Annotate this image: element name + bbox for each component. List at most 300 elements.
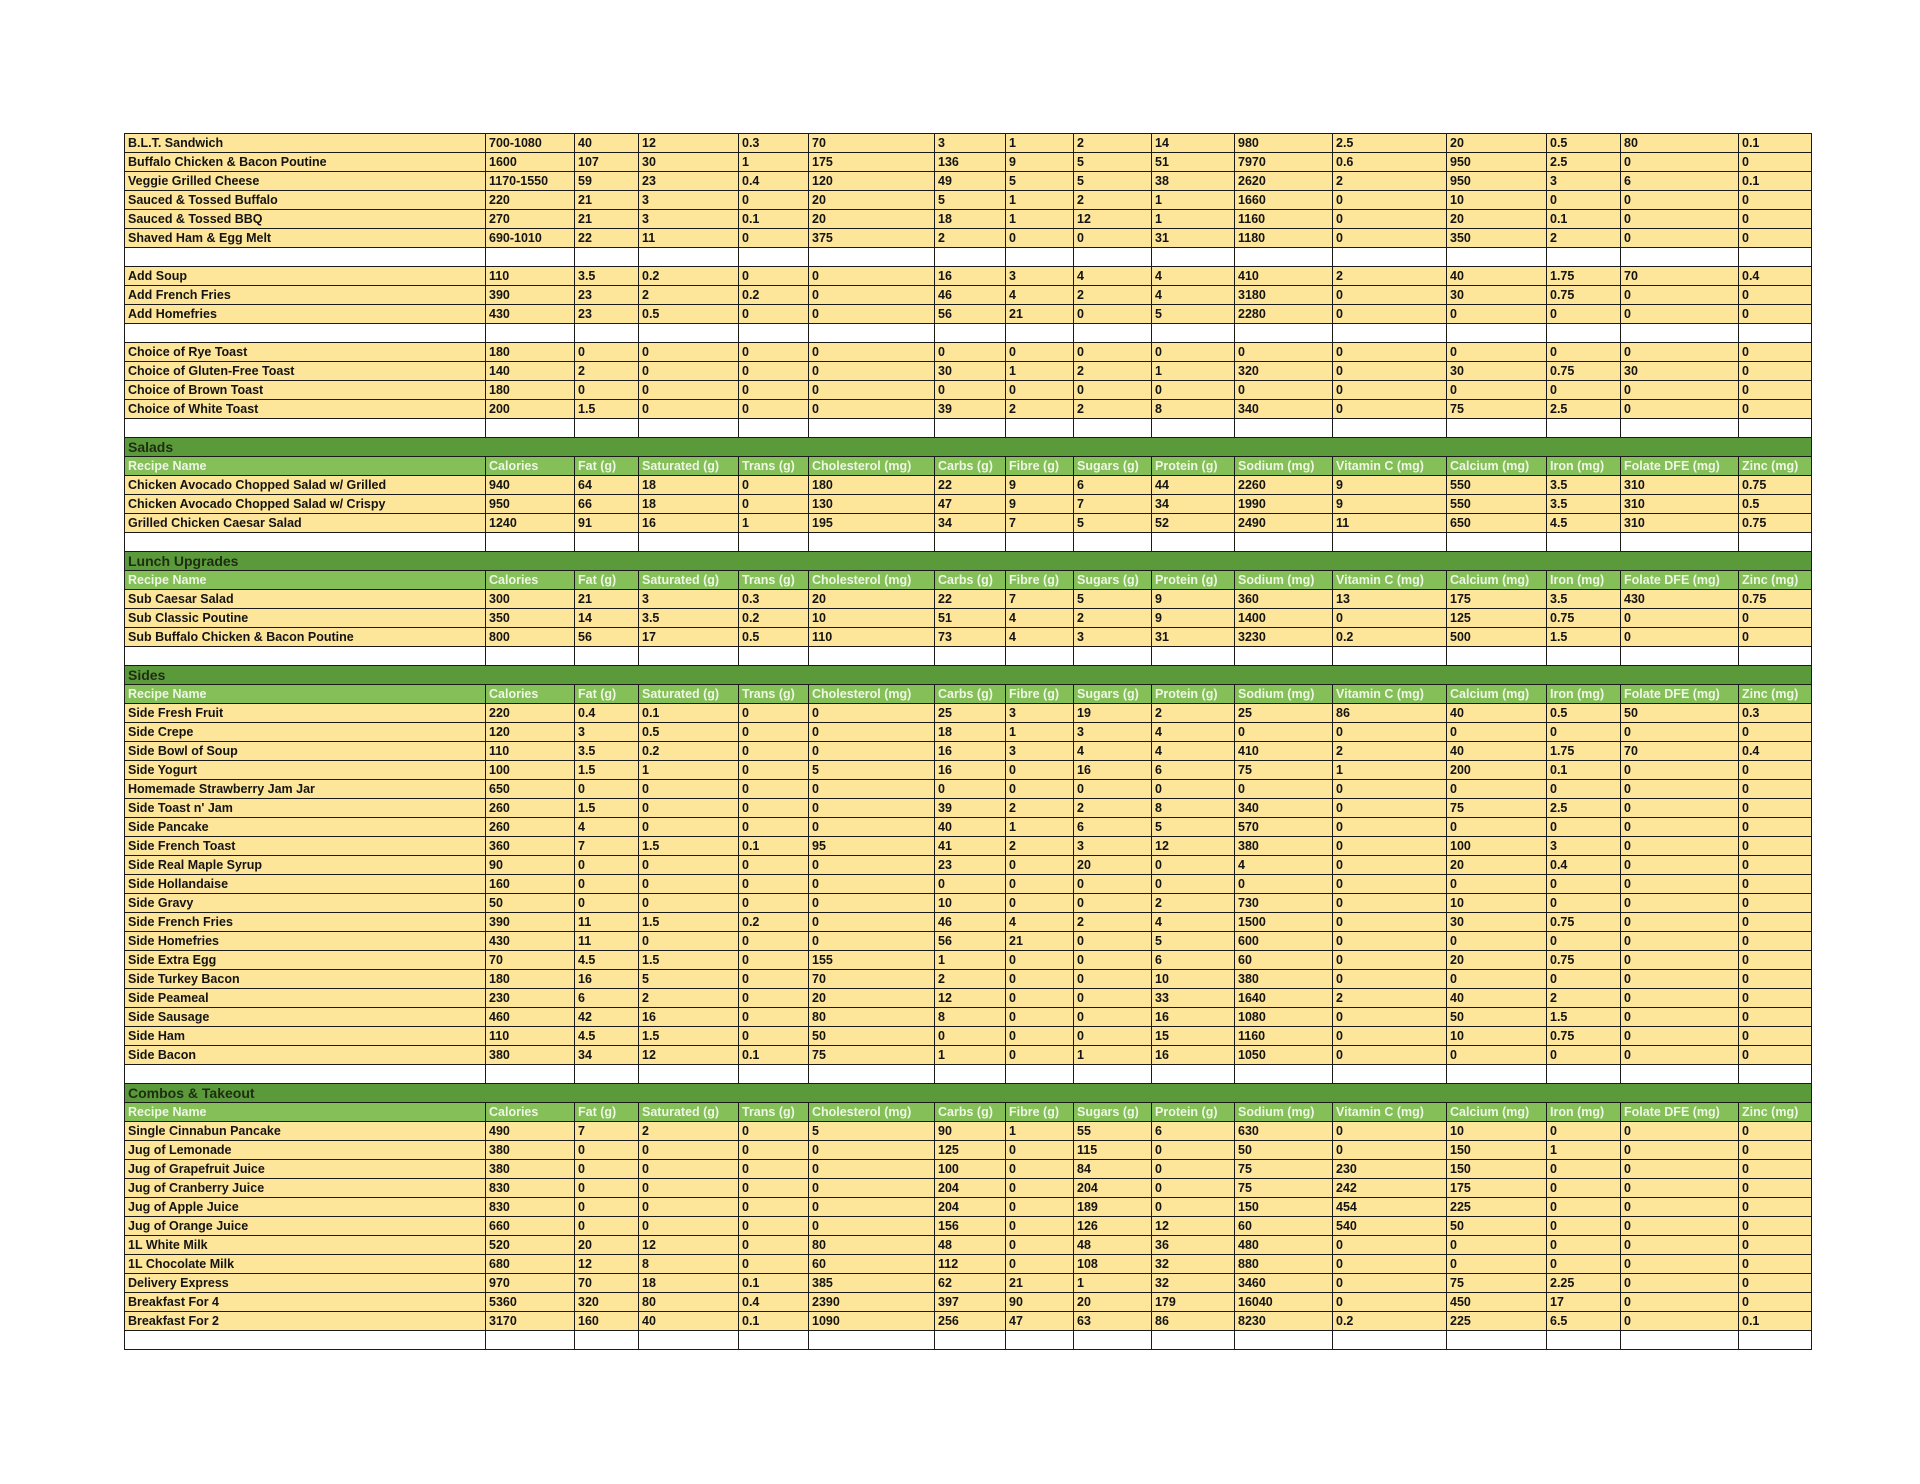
value-cell: 630 xyxy=(1235,1122,1333,1141)
column-header: Fibre (g) xyxy=(1006,457,1074,476)
table-row xyxy=(125,267,1812,286)
value-cell: 0 xyxy=(1547,1217,1621,1236)
value-cell: 0 xyxy=(1739,1255,1812,1274)
empty-cell xyxy=(1447,419,1547,438)
value-cell: 0 xyxy=(1333,1122,1447,1141)
value-cell: 0 xyxy=(575,1198,639,1217)
value-cell: 25 xyxy=(935,704,1006,723)
value-cell: 0 xyxy=(1074,932,1152,951)
value-cell: 0 xyxy=(1547,1160,1621,1179)
value-cell: 70 xyxy=(809,970,935,989)
empty-cell xyxy=(1547,647,1621,666)
value-cell: 32 xyxy=(1152,1274,1235,1293)
column-header: Vitamin C (mg) xyxy=(1333,571,1447,590)
table-row xyxy=(125,476,1812,495)
value-cell: 0 xyxy=(809,704,935,723)
value-cell: 18 xyxy=(639,495,739,514)
value-cell: 2 xyxy=(639,989,739,1008)
value-cell: 0 xyxy=(1621,1179,1739,1198)
value-cell: 6 xyxy=(1074,818,1152,837)
value-cell: 0 xyxy=(575,1141,639,1160)
value-cell: 0.75 xyxy=(1547,362,1621,381)
value-cell: 0 xyxy=(1621,1122,1739,1141)
column-header: Recipe Name xyxy=(125,1103,486,1122)
value-cell: 2 xyxy=(1333,989,1447,1008)
value-cell: 0.75 xyxy=(1547,609,1621,628)
value-cell: 0 xyxy=(1621,970,1739,989)
column-header: Calcium (mg) xyxy=(1447,571,1547,590)
column-header: Cholesterol (mg) xyxy=(809,1103,935,1122)
value-cell: 0 xyxy=(1739,989,1812,1008)
recipe-name-cell: Side Toast n' Jam xyxy=(125,799,486,818)
value-cell: 0 xyxy=(1739,913,1812,932)
value-cell: 12 xyxy=(1074,210,1152,229)
empty-cell xyxy=(1739,533,1812,552)
value-cell: 36 xyxy=(1152,1236,1235,1255)
value-cell: 0.75 xyxy=(1547,1027,1621,1046)
recipe-name-cell: Side Crepe xyxy=(125,723,486,742)
value-cell: 0 xyxy=(739,1179,809,1198)
value-cell: 0 xyxy=(1235,343,1333,362)
value-cell: 0 xyxy=(1547,818,1621,837)
value-cell: 0 xyxy=(1621,229,1739,248)
table-row xyxy=(125,1027,1812,1046)
value-cell: 0 xyxy=(1621,932,1739,951)
table-row xyxy=(125,495,1812,514)
value-cell: 0 xyxy=(935,381,1006,400)
value-cell: 50 xyxy=(486,894,575,913)
value-cell: 0 xyxy=(809,723,935,742)
value-cell: 18 xyxy=(935,210,1006,229)
section-title: Combos & Takeout xyxy=(125,1084,1812,1103)
column-header: Cholesterol (mg) xyxy=(809,571,935,590)
value-cell: 1.5 xyxy=(639,951,739,970)
value-cell: 4 xyxy=(1152,286,1235,305)
value-cell: 41 xyxy=(935,837,1006,856)
value-cell: 0 xyxy=(1447,343,1547,362)
value-cell: 0.4 xyxy=(1547,856,1621,875)
table-row xyxy=(125,799,1812,818)
value-cell: 2 xyxy=(1074,400,1152,419)
value-cell: 70 xyxy=(1621,742,1739,761)
value-cell: 23 xyxy=(575,305,639,324)
value-cell: 0 xyxy=(1235,381,1333,400)
column-header: Fat (g) xyxy=(575,1103,639,1122)
value-cell: 0 xyxy=(739,267,809,286)
value-cell: 32 xyxy=(1152,1255,1235,1274)
value-cell: 0 xyxy=(1621,723,1739,742)
column-header: Protein (g) xyxy=(1152,571,1235,590)
recipe-name-cell: Chicken Avocado Chopped Salad w/ Crispy xyxy=(125,495,486,514)
value-cell: 1.75 xyxy=(1547,742,1621,761)
value-cell: 2 xyxy=(1074,286,1152,305)
value-cell: 8 xyxy=(1152,799,1235,818)
empty-cell xyxy=(639,1065,739,1084)
value-cell: 0 xyxy=(1152,1160,1235,1179)
value-cell: 4 xyxy=(1006,609,1074,628)
value-cell: 940 xyxy=(486,476,575,495)
value-cell: 34 xyxy=(1152,495,1235,514)
recipe-name-cell: Side Gravy xyxy=(125,894,486,913)
empty-cell xyxy=(1547,419,1621,438)
value-cell: 2.25 xyxy=(1547,1274,1621,1293)
empty-cell xyxy=(1739,248,1812,267)
recipe-name-cell: Side Real Maple Syrup xyxy=(125,856,486,875)
table-row xyxy=(125,1236,1812,1255)
value-cell: 50 xyxy=(1235,1141,1333,1160)
column-header: Sugars (g) xyxy=(1074,685,1152,704)
empty-cell xyxy=(935,419,1006,438)
value-cell: 175 xyxy=(1447,1179,1547,1198)
value-cell: 0.2 xyxy=(739,286,809,305)
spacer-row xyxy=(125,647,1812,666)
value-cell: 0 xyxy=(639,856,739,875)
empty-cell xyxy=(1621,248,1739,267)
value-cell: 230 xyxy=(1333,1160,1447,1179)
table-row xyxy=(125,837,1812,856)
column-header: Sodium (mg) xyxy=(1235,571,1333,590)
value-cell: 0 xyxy=(1074,970,1152,989)
value-cell: 1.5 xyxy=(639,913,739,932)
value-cell: 16 xyxy=(1152,1046,1235,1065)
value-cell: 40 xyxy=(1447,267,1547,286)
value-cell: 12 xyxy=(639,1046,739,1065)
value-cell: 20 xyxy=(1447,856,1547,875)
value-cell: 34 xyxy=(935,514,1006,533)
value-cell: 0 xyxy=(1333,1141,1447,1160)
value-cell: 0 xyxy=(1621,1312,1739,1331)
table-row xyxy=(125,1293,1812,1312)
value-cell: 0 xyxy=(1621,1046,1739,1065)
empty-cell xyxy=(1152,324,1235,343)
column-header: Vitamin C (mg) xyxy=(1333,685,1447,704)
value-cell: 1640 xyxy=(1235,989,1333,1008)
value-cell: 0 xyxy=(809,400,935,419)
value-cell: 0 xyxy=(1621,780,1739,799)
empty-cell xyxy=(639,324,739,343)
value-cell: 375 xyxy=(809,229,935,248)
value-cell: 11 xyxy=(1333,514,1447,533)
value-cell: 3230 xyxy=(1235,628,1333,647)
value-cell: 0 xyxy=(1739,894,1812,913)
value-cell: 8 xyxy=(639,1255,739,1274)
value-cell: 2 xyxy=(1074,134,1152,153)
empty-cell xyxy=(1621,533,1739,552)
value-cell: 0.75 xyxy=(1547,286,1621,305)
value-cell: 0 xyxy=(1547,191,1621,210)
value-cell: 0 xyxy=(1074,780,1152,799)
value-cell: 0 xyxy=(1621,1198,1739,1217)
value-cell: 0 xyxy=(639,381,739,400)
value-cell: 0 xyxy=(1547,1236,1621,1255)
value-cell: 0.5 xyxy=(639,723,739,742)
empty-cell xyxy=(1547,324,1621,343)
table-row xyxy=(125,1312,1812,1331)
value-cell: 3 xyxy=(1547,172,1621,191)
column-header-row xyxy=(125,1103,1812,1122)
column-header: Zinc (mg) xyxy=(1739,571,1812,590)
column-header: Trans (g) xyxy=(739,571,809,590)
value-cell: 95 xyxy=(809,837,935,856)
value-cell: 0 xyxy=(575,875,639,894)
column-header: Vitamin C (mg) xyxy=(1333,457,1447,476)
recipe-name-cell: Sauced & Tossed BBQ xyxy=(125,210,486,229)
column-header: Sodium (mg) xyxy=(1235,457,1333,476)
recipe-name-cell: Side Homefries xyxy=(125,932,486,951)
empty-cell xyxy=(1333,419,1447,438)
value-cell: 4.5 xyxy=(1547,514,1621,533)
table-row xyxy=(125,951,1812,970)
spacer-row xyxy=(125,533,1812,552)
value-cell: 0.75 xyxy=(1739,476,1812,495)
value-cell: 0 xyxy=(739,343,809,362)
value-cell: 12 xyxy=(935,989,1006,1008)
value-cell: 0 xyxy=(1006,989,1074,1008)
value-cell: 2 xyxy=(1333,267,1447,286)
column-header: Folate DFE (mg) xyxy=(1621,1103,1739,1122)
value-cell: 75 xyxy=(1235,761,1333,780)
value-cell: 0 xyxy=(1447,875,1547,894)
value-cell: 75 xyxy=(1235,1160,1333,1179)
value-cell: 175 xyxy=(1447,590,1547,609)
value-cell: 340 xyxy=(1235,799,1333,818)
value-cell: 0.5 xyxy=(1739,495,1812,514)
value-cell: 0 xyxy=(1333,381,1447,400)
value-cell: 10 xyxy=(1447,894,1547,913)
value-cell: 0 xyxy=(1739,780,1812,799)
empty-cell xyxy=(125,248,486,267)
value-cell: 1 xyxy=(935,951,1006,970)
value-cell: 9 xyxy=(1152,609,1235,628)
column-header: Fibre (g) xyxy=(1006,685,1074,704)
value-cell: 4 xyxy=(1152,267,1235,286)
column-header: Fat (g) xyxy=(575,571,639,590)
value-cell: 30 xyxy=(1447,913,1547,932)
value-cell: 3180 xyxy=(1235,286,1333,305)
value-cell: 320 xyxy=(1235,362,1333,381)
value-cell: 390 xyxy=(486,286,575,305)
empty-cell xyxy=(1739,1065,1812,1084)
empty-cell xyxy=(1152,419,1235,438)
empty-cell xyxy=(1074,1065,1152,1084)
value-cell: 380 xyxy=(486,1160,575,1179)
value-cell: 204 xyxy=(1074,1179,1152,1198)
table-row xyxy=(125,1198,1812,1217)
value-cell: 5 xyxy=(935,191,1006,210)
value-cell: 204 xyxy=(935,1198,1006,1217)
table-row xyxy=(125,286,1812,305)
value-cell: 0 xyxy=(739,989,809,1008)
value-cell: 110 xyxy=(486,267,575,286)
recipe-name-cell: Add Soup xyxy=(125,267,486,286)
value-cell: 0.2 xyxy=(639,742,739,761)
value-cell: 260 xyxy=(486,799,575,818)
value-cell: 1090 xyxy=(809,1312,935,1331)
value-cell: 360 xyxy=(486,837,575,856)
value-cell: 0 xyxy=(809,913,935,932)
empty-cell xyxy=(1739,324,1812,343)
value-cell: 16 xyxy=(935,267,1006,286)
value-cell: 15 xyxy=(1152,1027,1235,1046)
value-cell: 195 xyxy=(809,514,935,533)
value-cell: 0 xyxy=(1006,1236,1074,1255)
empty-cell xyxy=(1235,1065,1333,1084)
recipe-name-cell: Side Extra Egg xyxy=(125,951,486,970)
value-cell: 0 xyxy=(739,381,809,400)
recipe-name-cell: Side Sausage xyxy=(125,1008,486,1027)
value-cell: 9 xyxy=(1006,476,1074,495)
value-cell: 20 xyxy=(1447,134,1547,153)
empty-cell xyxy=(1152,647,1235,666)
value-cell: 0 xyxy=(809,894,935,913)
empty-cell xyxy=(935,248,1006,267)
value-cell: 9 xyxy=(1152,590,1235,609)
value-cell: 12 xyxy=(639,134,739,153)
value-cell: 0 xyxy=(739,191,809,210)
table-row xyxy=(125,913,1812,932)
value-cell: 1 xyxy=(1152,191,1235,210)
column-header: Iron (mg) xyxy=(1547,1103,1621,1122)
value-cell: 3.5 xyxy=(1547,495,1621,514)
section-title: Lunch Upgrades xyxy=(125,552,1812,571)
table-row xyxy=(125,343,1812,362)
value-cell: 160 xyxy=(486,875,575,894)
value-cell: 0.4 xyxy=(1739,742,1812,761)
value-cell: 2 xyxy=(639,1122,739,1141)
value-cell: 0 xyxy=(1621,1160,1739,1179)
value-cell: 1990 xyxy=(1235,495,1333,514)
value-cell: 2620 xyxy=(1235,172,1333,191)
value-cell: 380 xyxy=(1235,970,1333,989)
empty-cell xyxy=(739,419,809,438)
empty-cell xyxy=(575,533,639,552)
value-cell: 70 xyxy=(1621,267,1739,286)
value-cell: 0 xyxy=(639,818,739,837)
section-title-row xyxy=(125,552,1812,571)
table-row xyxy=(125,856,1812,875)
value-cell: 10 xyxy=(935,894,1006,913)
value-cell: 950 xyxy=(1447,172,1547,191)
recipe-name-cell: Jug of Cranberry Juice xyxy=(125,1179,486,1198)
value-cell: 1170-1550 xyxy=(486,172,575,191)
value-cell: 3 xyxy=(1074,837,1152,856)
column-header: Fat (g) xyxy=(575,685,639,704)
value-cell: 0 xyxy=(1739,1160,1812,1179)
value-cell: 0 xyxy=(1621,913,1739,932)
value-cell: 0 xyxy=(739,894,809,913)
column-header: Fibre (g) xyxy=(1006,571,1074,590)
value-cell: 950 xyxy=(1447,153,1547,172)
value-cell: 1 xyxy=(1006,723,1074,742)
value-cell: 260 xyxy=(486,818,575,837)
value-cell: 4 xyxy=(575,818,639,837)
value-cell: 40 xyxy=(1447,742,1547,761)
value-cell: 1 xyxy=(1006,362,1074,381)
value-cell: 550 xyxy=(1447,495,1547,514)
empty-cell xyxy=(486,647,575,666)
value-cell: 0 xyxy=(739,799,809,818)
value-cell: 1.5 xyxy=(1547,1008,1621,1027)
column-header: Calories xyxy=(486,571,575,590)
empty-cell xyxy=(1547,248,1621,267)
value-cell: 0 xyxy=(809,305,935,324)
value-cell: 430 xyxy=(486,305,575,324)
value-cell: 880 xyxy=(1235,1255,1333,1274)
value-cell: 0 xyxy=(1074,894,1152,913)
value-cell: 70 xyxy=(575,1274,639,1293)
value-cell: 0 xyxy=(1621,210,1739,229)
value-cell: 0 xyxy=(1621,1255,1739,1274)
value-cell: 0 xyxy=(1621,1274,1739,1293)
value-cell: 0 xyxy=(1333,362,1447,381)
value-cell: 108 xyxy=(1074,1255,1152,1274)
value-cell: 0 xyxy=(1621,628,1739,647)
value-cell: 0 xyxy=(1547,875,1621,894)
section-title-row xyxy=(125,438,1812,457)
value-cell: 0 xyxy=(1739,210,1812,229)
column-header: Iron (mg) xyxy=(1547,457,1621,476)
value-cell: 0 xyxy=(809,780,935,799)
value-cell: 0 xyxy=(1074,305,1152,324)
table-row xyxy=(125,628,1812,647)
value-cell: 0 xyxy=(1152,381,1235,400)
recipe-name-cell: Sub Caesar Salad xyxy=(125,590,486,609)
value-cell: 0 xyxy=(1739,1236,1812,1255)
value-cell: 33 xyxy=(1152,989,1235,1008)
value-cell: 4 xyxy=(1006,628,1074,647)
value-cell: 55 xyxy=(1074,1122,1152,1141)
empty-cell xyxy=(125,324,486,343)
table-row xyxy=(125,381,1812,400)
value-cell: 380 xyxy=(1235,837,1333,856)
value-cell: 3.5 xyxy=(575,742,639,761)
value-cell: 2 xyxy=(1074,362,1152,381)
value-cell: 16 xyxy=(1074,761,1152,780)
recipe-name-cell: Jug of Lemonade xyxy=(125,1141,486,1160)
value-cell: 0.1 xyxy=(639,704,739,723)
value-cell: 0 xyxy=(1739,837,1812,856)
value-cell: 0 xyxy=(935,875,1006,894)
value-cell: 800 xyxy=(486,628,575,647)
value-cell: 2280 xyxy=(1235,305,1333,324)
value-cell: 0 xyxy=(1621,799,1739,818)
value-cell: 5 xyxy=(809,1122,935,1141)
value-cell: 150 xyxy=(1447,1141,1547,1160)
recipe-name-cell: Choice of White Toast xyxy=(125,400,486,419)
value-cell: 0.75 xyxy=(1739,514,1812,533)
value-cell: 4 xyxy=(1152,913,1235,932)
value-cell: 0 xyxy=(1739,305,1812,324)
value-cell: 0 xyxy=(1333,305,1447,324)
value-cell: 0 xyxy=(809,1198,935,1217)
empty-cell xyxy=(809,248,935,267)
value-cell: 220 xyxy=(486,704,575,723)
table-row xyxy=(125,305,1812,324)
value-cell: 0 xyxy=(1547,1046,1621,1065)
value-cell: 3460 xyxy=(1235,1274,1333,1293)
value-cell: 20 xyxy=(809,191,935,210)
value-cell: 12 xyxy=(1152,837,1235,856)
table-row xyxy=(125,172,1812,191)
value-cell: 2 xyxy=(1333,172,1447,191)
value-cell: 3 xyxy=(575,723,639,742)
value-cell: 0.1 xyxy=(1739,1312,1812,1331)
value-cell: 100 xyxy=(486,761,575,780)
value-cell: 0 xyxy=(1006,1046,1074,1065)
value-cell: 0 xyxy=(739,1217,809,1236)
value-cell: 0 xyxy=(1739,362,1812,381)
value-cell: 30 xyxy=(1447,286,1547,305)
